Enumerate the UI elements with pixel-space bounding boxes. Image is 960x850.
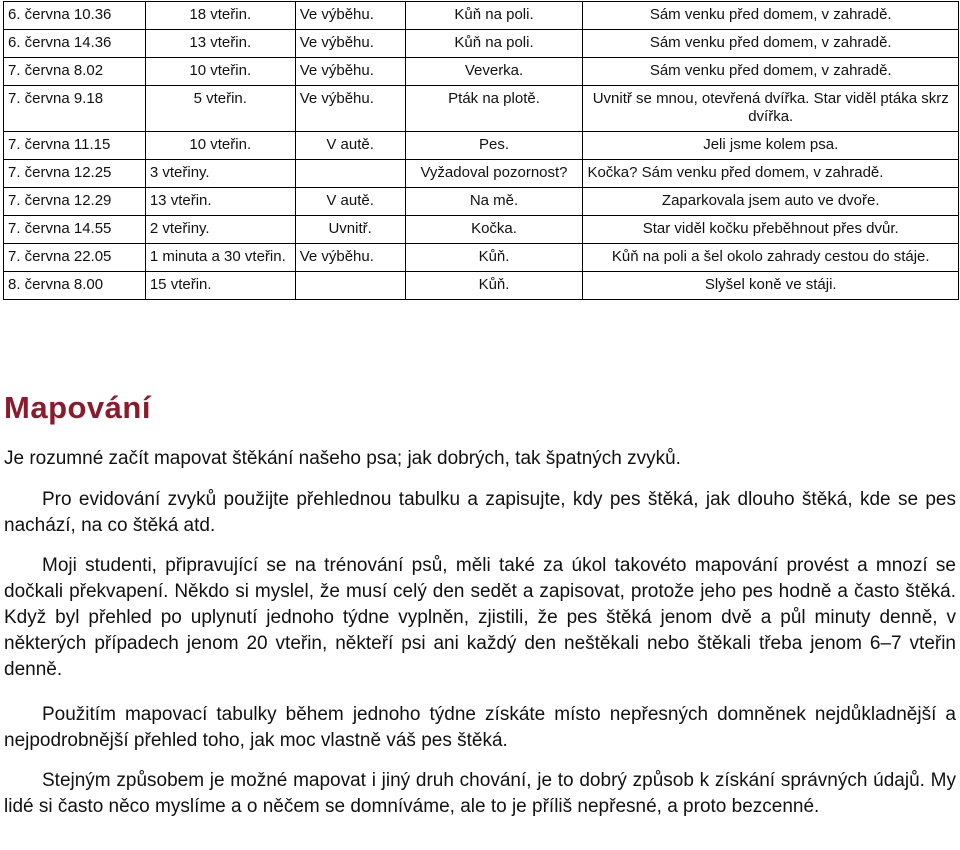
duration-cell: 15 vteřin.	[145, 272, 295, 300]
duration-cell: 1 minuta a 30 vteřin.	[145, 244, 295, 272]
location-cell: Ve výběhu.	[295, 244, 405, 272]
location-cell: Uvnitř.	[295, 216, 405, 244]
note-cell: Sám venku před domem, v zahradě.	[583, 30, 959, 58]
section-heading: Mapování	[4, 390, 151, 425]
trigger-cell: Kůň.	[405, 272, 583, 300]
duration-cell: 10 vteřin.	[145, 132, 295, 160]
time-cell: 7. června 11.15	[4, 132, 146, 160]
duration-cell: 2 vteřiny.	[145, 216, 295, 244]
time-cell: 8. června 8.00	[4, 272, 146, 300]
note-cell: Zaparkovala jsem auto ve dvoře.	[583, 188, 959, 216]
time-cell: 7. června 14.55	[4, 216, 146, 244]
location-cell: V autě.	[295, 132, 405, 160]
paragraph-tabulka: Pro evidování zvyků použijte přehlednou tabulku a zapisujte, kdy pes štěká, jak dlouho štěká, kde se pes nachází, na co štěká atd.	[4, 489, 956, 536]
location-cell	[295, 160, 405, 188]
time-cell: 7. června 9.18	[4, 86, 146, 132]
paragraph-mapovaci-tabulka: Použitím mapovací tabulky během jednoho týdne získáte místo nepřesných domněnek nejdůkladnější a nejpodrobnější přehled toho, jak moc vlastně váš pes štěká.	[4, 704, 956, 751]
paragraph-intro: Je rozumné začít mapovat štěkání našeho psa; jak dobrých, tak špatných zvyků.	[4, 448, 681, 469]
trigger-cell: Kočka.	[405, 216, 583, 244]
time-cell: 7. června 12.29	[4, 188, 146, 216]
trigger-cell: Kůň.	[405, 244, 583, 272]
time-cell: 7. června 12.25	[4, 160, 146, 188]
note-cell: Uvnitř se mnou, otevřená dvířka. Star viděl ptáka skrz dvířka.	[583, 86, 959, 132]
trigger-cell: Kůň na poli.	[405, 2, 583, 30]
time-cell: 7. června 22.05	[4, 244, 146, 272]
table-row	[4, 272, 959, 300]
note-cell: Kůň na poli a šel okolo zahrady cestou do stáje.	[583, 244, 959, 272]
location-cell: Ve výběhu.	[295, 86, 405, 132]
trigger-cell: Na mě.	[405, 188, 583, 216]
duration-cell: 3 vteřiny.	[145, 160, 295, 188]
barking-log-table	[3, 1, 959, 300]
note-cell: Star viděl kočku přeběhnout přes dvůr.	[583, 216, 959, 244]
note-cell: Jeli jsme kolem psa.	[583, 132, 959, 160]
table-row	[4, 30, 959, 58]
trigger-cell: Pták na plotě.	[405, 86, 583, 132]
table-row	[4, 244, 959, 272]
table-row	[4, 188, 959, 216]
duration-cell: 13 vteřin.	[145, 30, 295, 58]
location-cell: V autě.	[295, 188, 405, 216]
location-cell: Ve výběhu.	[295, 30, 405, 58]
duration-cell: 13 vteřin.	[145, 188, 295, 216]
location-cell	[295, 272, 405, 300]
table-row	[4, 160, 959, 188]
trigger-cell: Veverka.	[405, 58, 583, 86]
note-cell: Slyšel koně ve stáji.	[583, 272, 959, 300]
duration-cell: 10 vteřin.	[145, 58, 295, 86]
duration-cell: 18 vteřin.	[145, 2, 295, 30]
table-row	[4, 132, 959, 160]
trigger-cell: Kůň na poli.	[405, 30, 583, 58]
table-row	[4, 216, 959, 244]
table-row	[4, 58, 959, 86]
duration-cell: 5 vteřin.	[145, 86, 295, 132]
time-cell: 6. června 14.36	[4, 30, 146, 58]
note-cell: Sám venku před domem, v zahradě.	[583, 58, 959, 86]
location-cell: Ve výběhu.	[295, 58, 405, 86]
note-cell: Kočka? Sám venku před domem, v zahradě.	[583, 160, 959, 188]
paragraph-studenti: Moji studenti, připravující se na trénování psů, měli také za úkol takovéto mapování provést a mnozí se dočkali překvapení. Někdo si myslel, že musí celý den sedět a zapisovat, protože jeho pes hodně a často štěká. Když byl přehled po uplynutí jednoho týdne vyplněn, zjistili, že pes štěká jenom dvě a půl minuty denně, v některých případech jenom 20 vteřin, někteří psi ani každý den neštěkali nebo štěkali třeba jenom 6–7 vteřin denně.	[4, 555, 956, 680]
table-row	[4, 86, 959, 132]
time-cell: 7. června 8.02	[4, 58, 146, 86]
table-row	[4, 2, 959, 30]
paragraph-jiny-druh: Stejným způsobem je možné mapovat i jiný druh chování, je to dobrý způsob k získání správných údajů. My lidé si často něco myslíme a o něčem se domníváme, ale to je příliš nepřesné, a proto bezcenné.	[4, 770, 956, 817]
trigger-cell: Vyžadoval pozornost?	[405, 160, 583, 188]
trigger-cell: Pes.	[405, 132, 583, 160]
time-cell: 6. června 10.36	[4, 2, 146, 30]
location-cell: Ve výběhu.	[295, 2, 405, 30]
note-cell: Sám venku před domem, v zahradě.	[583, 2, 959, 30]
